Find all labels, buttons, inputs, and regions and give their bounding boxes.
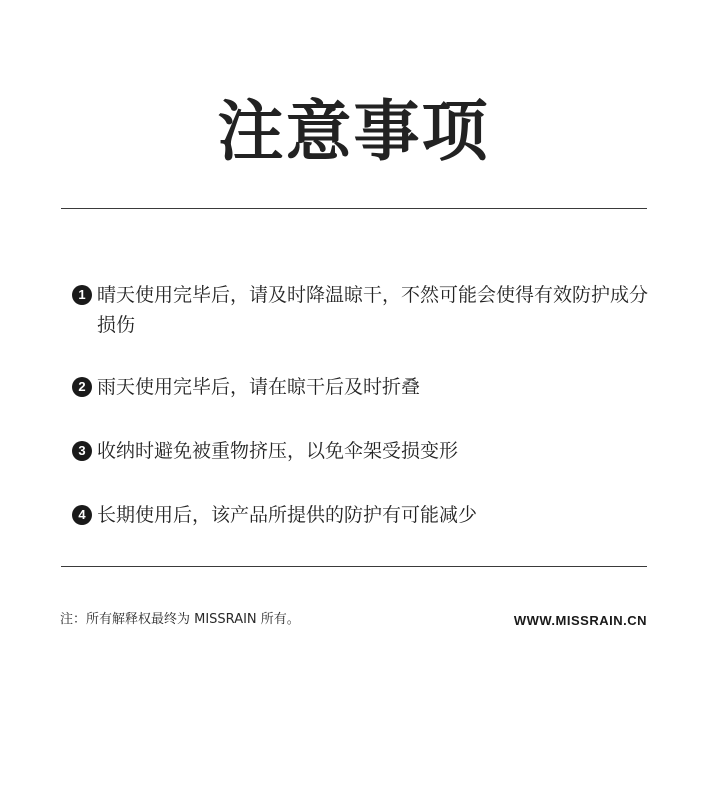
number-badge: 4 — [72, 505, 92, 525]
top-divider — [61, 208, 647, 209]
number-badge: 2 — [72, 377, 92, 397]
notice-item-4 — [72, 500, 652, 530]
page-title: 注意事项 — [217, 93, 490, 170]
notice-list — [72, 280, 652, 530]
notice-item-1 — [72, 280, 652, 340]
bottom-divider — [61, 566, 647, 567]
website-link[interactable]: WWW.MISSRAIN.CN — [513, 613, 647, 628]
notice-text: 长期使用后，该产品所提供的防护有可能减少 — [97, 504, 478, 526]
footer-note: 注：所有解释权最终为 MISSRAIN 所有。 — [60, 612, 300, 627]
notice-text: 晴天使用完毕后，请及时降温晾干，不然可能会使得有效防护成分损伤 — [97, 284, 649, 336]
number-badge: 3 — [72, 441, 92, 461]
notice-text: 雨天使用完毕后，请在晾干后及时折叠 — [97, 376, 421, 398]
number-badge: 1 — [72, 285, 92, 305]
notice-item-2 — [72, 372, 652, 402]
notice-item-3 — [72, 436, 652, 466]
notice-text: 收纳时避免被重物挤压，以免伞架受损变形 — [97, 440, 459, 462]
